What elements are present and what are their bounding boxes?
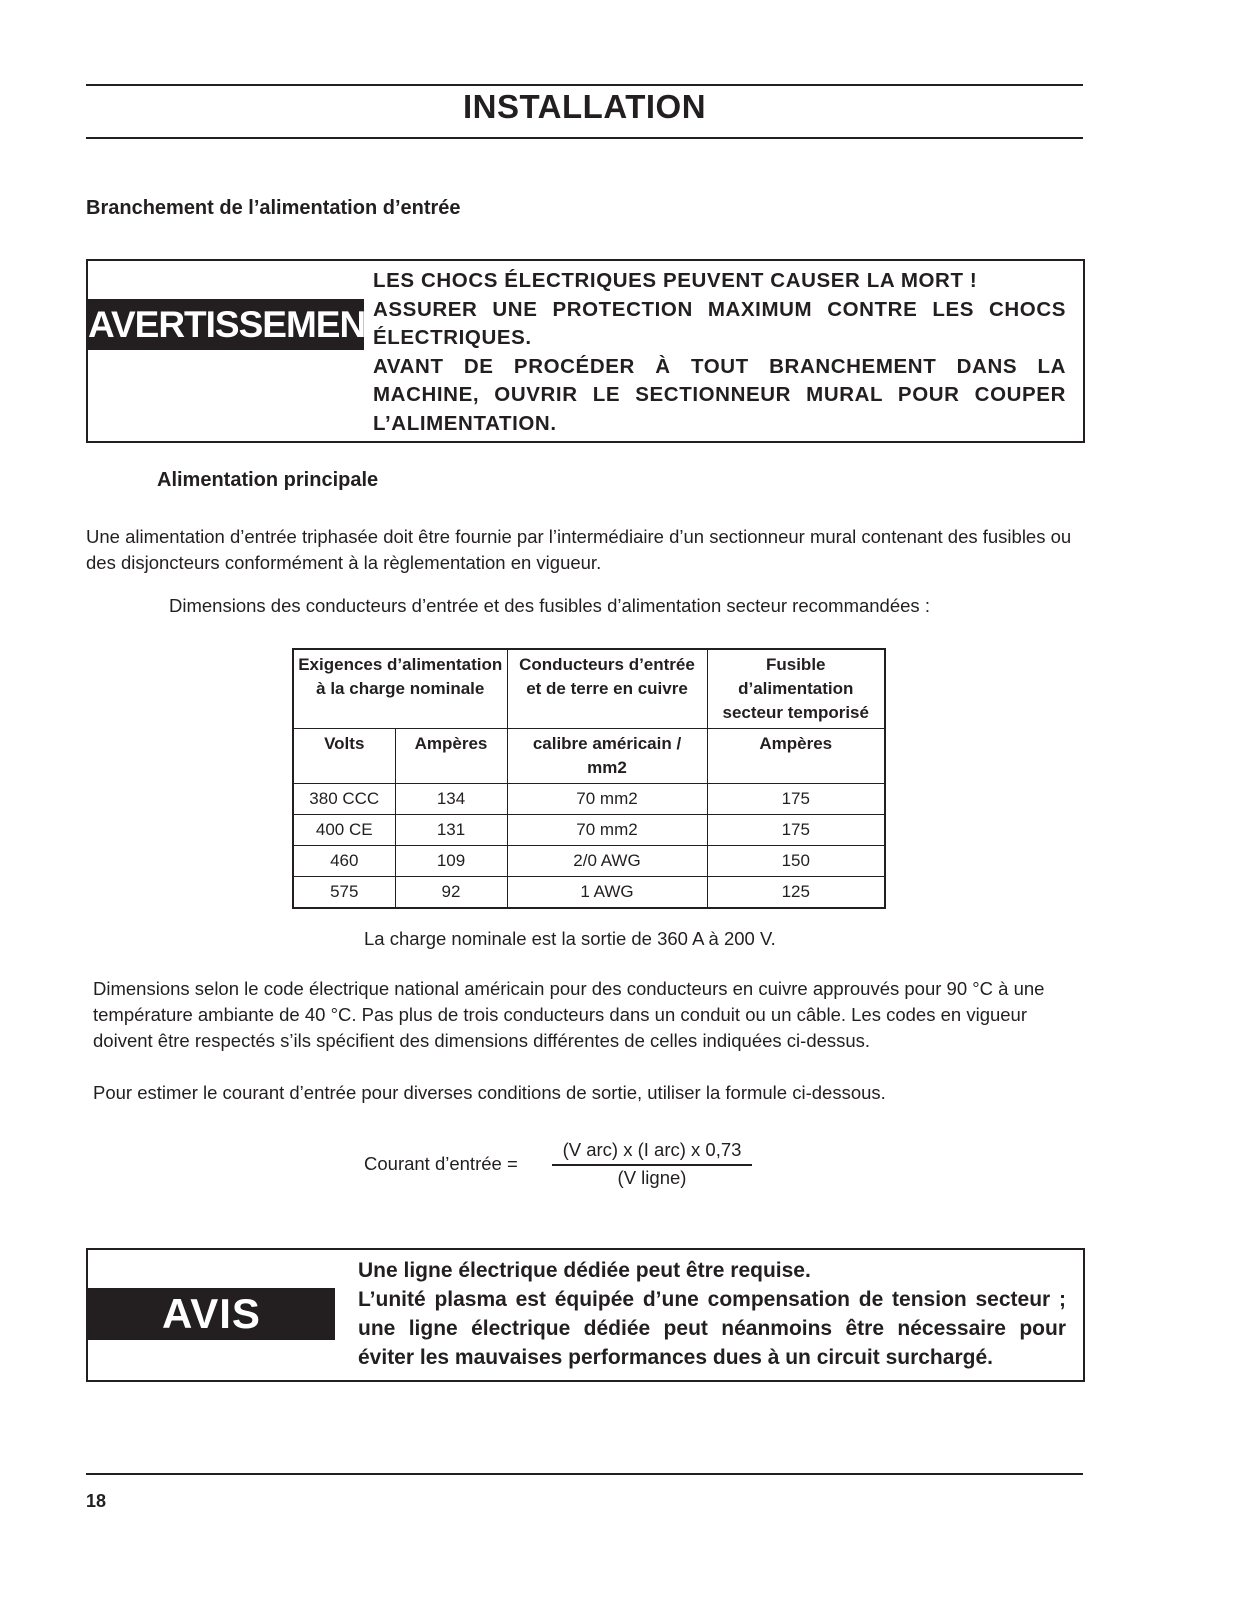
notice-line-2: L’unité plasma est équipée d’une compensation de tension secteur ; une ligne électrique dédiée peut néanmoins être nécessaire pour éviter les mauvaises performances dues à un circuit surchargé. — [358, 1288, 1066, 1369]
table-header-row — [293, 649, 885, 729]
warning-line-1: LES CHOCS ÉLECTRIQUES PEUVENT CAUSER LA MORT ! — [373, 269, 978, 292]
table-cell: 92 — [395, 877, 507, 909]
formula-intro: Pour estimer le courant d’entrée pour diverses conditions de sortie, utiliser la formule ci-dessous. — [93, 1082, 886, 1103]
header-fuse: Fusible d’alimentation secteur temporisé — [707, 649, 885, 729]
table-cell: 125 — [707, 877, 885, 909]
table-row — [293, 877, 885, 909]
header-conductors: Conducteurs d’entrée et de terre en cuivre — [507, 649, 707, 729]
table-cell: 150 — [707, 846, 885, 877]
table-cell: 460 — [293, 846, 395, 877]
table-cell: 575 — [293, 877, 395, 909]
intro-paragraph: Une alimentation d’entrée triphasée doit être fournie par l’intermédiaire d’un sectionneur mural contenant des fusibles ou des disjoncteurs conformément à la règlementation en vigueur. — [86, 526, 1072, 573]
subheader-amperes: Ampères — [395, 729, 507, 784]
formula-denominator: (V ligne) — [617, 1167, 687, 1188]
page-number: 18 — [86, 1491, 107, 1511]
table-cell: 109 — [395, 846, 507, 877]
subsection-heading: Alimentation principale — [157, 469, 379, 491]
table-cell: 70 mm2 — [507, 815, 707, 846]
table-cell: 175 — [707, 815, 885, 846]
notice-box — [86, 1248, 1085, 1382]
formula-numerator: (V arc) x (I arc) x 0,73 — [562, 1139, 742, 1160]
notice-label: AVIS — [88, 1288, 335, 1340]
table-cell: 2/0 AWG — [507, 846, 707, 877]
table-cell: 131 — [395, 815, 507, 846]
section-heading: Branchement de l’alimentation d’entrée — [86, 197, 461, 219]
table-cell: 400 CE — [293, 815, 395, 846]
subheader-volts: Volts — [293, 729, 395, 784]
table-cell: 70 mm2 — [507, 784, 707, 815]
formula-lhs: Courant d’entrée = — [364, 1153, 518, 1174]
table-subheader-row — [293, 729, 885, 784]
table-caption: Dimensions des conducteurs d’entrée et des fusibles d’alimentation secteur recommandées : — [169, 595, 930, 616]
header-bottom-rule — [86, 137, 1083, 139]
table-row — [293, 815, 885, 846]
table-note: La charge nominale est la sortie de 360 A à 200 V. — [364, 928, 776, 949]
table-row — [293, 784, 885, 815]
subheader-gauge: calibre américain / mm2 — [507, 729, 707, 784]
footer-rule — [86, 1473, 1083, 1475]
notice-line-1: Une ligne électrique dédiée peut être requise. — [358, 1259, 811, 1282]
header-top-rule — [86, 84, 1083, 86]
nec-note-paragraph: Dimensions selon le code électrique national américain pour des conducteurs en cuivre approuvés pour 90 °C à une température ambiante de 40 °C. Pas plus de trois conducteurs dans un conduit ou un câble. Les codes en vigueur doivent être respectés s’ils spécifient des dimensions différentes de celles indiquées ci-dessus. — [93, 978, 1045, 1051]
page-title: INSTALLATION — [462, 88, 707, 125]
header-power-requirements: Exigences d’alimentation à la charge nominale — [293, 649, 507, 729]
subheader-fuse-amperes: Ampères — [707, 729, 885, 784]
conductor-fuse-table — [292, 648, 886, 909]
table-cell: 175 — [707, 784, 885, 815]
warning-line-3: AVANT DE PROCÉDER À TOUT BRANCHEMENT DANS LA MACHINE, OUVRIR LE SECTIONNEUR MURAL POUR COUPER L’ALIMENTATION. — [373, 354, 1066, 435]
table-cell: 380 CCC — [293, 784, 395, 815]
warning-text — [373, 267, 1066, 438]
table-row — [293, 846, 885, 877]
warning-box — [86, 259, 1085, 443]
warning-line-2: ASSURER UNE PROTECTION MAXIMUM CONTRE LES CHOCS ÉLECTRIQUES. — [373, 297, 1066, 349]
formula-fraction-bar — [552, 1164, 752, 1166]
warning-label: AVERTISSEMENT — [88, 299, 364, 350]
notice-text — [358, 1256, 1066, 1372]
table-cell: 134 — [395, 784, 507, 815]
table-cell: 1 AWG — [507, 877, 707, 909]
